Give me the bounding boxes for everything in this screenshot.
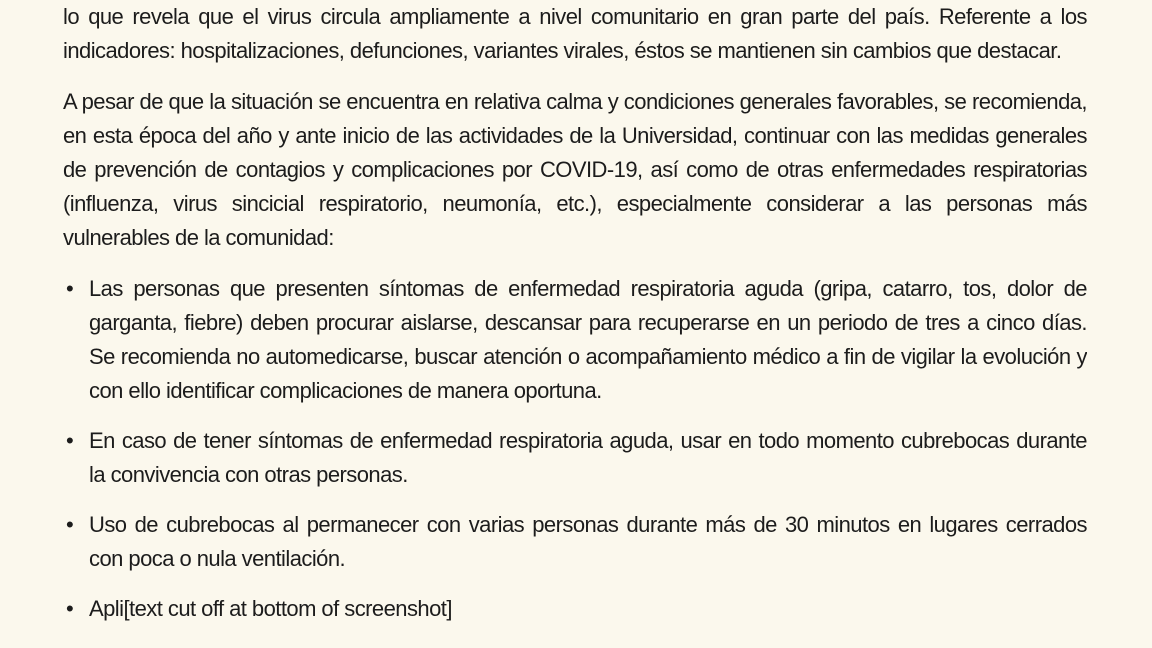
list-item: [63, 592, 1087, 626]
list-item: [63, 272, 1087, 408]
list-item-text: Las personas que presenten síntomas de enfermedad respiratoria aguda (gripa, catarro, tos, dolor de garganta, fiebre) deben procurar aislarse, descansar para recuperarse en un periodo de tres a cinco días. Se recomienda no automedicarse, buscar atención o acompañamiento médico a fin de vigilar la evolución y con ello identificar complicaciones de manera oportuna.: [89, 276, 1087, 403]
bullet-icon: •: [66, 276, 74, 301]
list-item-text: En caso de tener síntomas de enfermedad respiratoria aguda, usar en todo momento cubrebocas durante la convivencia con otras personas.: [89, 428, 1087, 487]
bullet-icon: •: [66, 428, 74, 453]
list-item: [63, 508, 1087, 576]
bullet-icon: •: [66, 596, 74, 621]
recommendation-paragraph: A pesar de que la situación se encuentra en relativa calma y condiciones generales favorables, se recomienda, en esta época del año y ante inicio de las actividades de la Universidad, continuar con las medidas generales de prevención de contagios y complicaciones por COVID-19, así como de otras enfermedades respiratorias (influenza, virus sincicial respiratorio, neumonía, etc.), especialmente considerar a las personas más vulnerables de la comunidad:: [63, 89, 1087, 250]
recommendation-list: [63, 272, 1087, 626]
list-item: [63, 424, 1087, 492]
list-item-text: Uso de cubrebocas al permanecer con varias personas durante más de 30 minutos en lugares cerrados con poca o nula ventilación.: [89, 512, 1087, 571]
document-page: [63, 0, 1087, 648]
intro-paragraph: lo que revela que el virus circula ampliamente a nivel comunitario en gran parte del país. Referente a los indicadores: hospitalizaciones, defunciones, variantes virales, éstos se mantienen sin cambios que destacar.: [63, 4, 1087, 63]
bullet-icon: •: [66, 512, 74, 537]
list-item-text: Apli[text cut off at bottom of screenshot]: [89, 596, 452, 621]
